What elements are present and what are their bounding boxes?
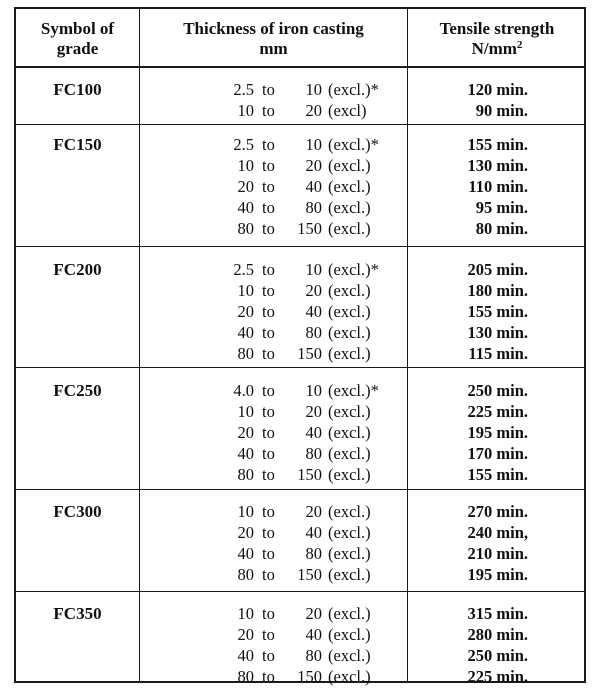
thickness-upto: 10 — [305, 260, 322, 279]
group-divider — [16, 367, 584, 368]
thickness-from: 10 — [237, 402, 254, 421]
thickness-excl-note: (excl.) — [328, 625, 371, 644]
thickness-to-connector: to — [262, 101, 275, 120]
tensile-strength-value: 195 min. — [467, 565, 528, 584]
thickness-excl-note: (excl.) — [328, 465, 371, 484]
tensile-strength-value: 205 min. — [467, 260, 528, 279]
thickness-range-list — [196, 603, 401, 687]
strength-row — [408, 603, 548, 624]
thickness-to-connector: to — [262, 667, 275, 686]
thickness-range-row — [196, 322, 401, 343]
column-divider-grade — [139, 9, 140, 681]
header-strength-unit-exp: 2 — [516, 39, 523, 51]
thickness-range-row — [196, 645, 401, 666]
grade-symbol: FC150 — [53, 135, 102, 154]
thickness-upto: 40 — [305, 177, 322, 196]
thickness-to-connector: to — [262, 444, 275, 463]
thickness-from: 10 — [237, 502, 254, 521]
thickness-range-row — [196, 666, 401, 687]
thickness-from: 2.5 — [233, 80, 254, 99]
thickness-from: 80 — [237, 465, 254, 484]
tensile-strength-value: 90 min. — [475, 101, 528, 120]
grade-symbol: FC300 — [53, 502, 102, 521]
thickness-range-row — [196, 624, 401, 645]
thickness-to-connector: to — [262, 544, 275, 563]
strength-row — [408, 197, 548, 218]
header-divider — [16, 66, 584, 68]
thickness-excl-note: (excl.)* — [328, 135, 379, 154]
thickness-range-row — [196, 501, 401, 522]
thickness-to-connector: to — [262, 565, 275, 584]
tensile-strength-value: 130 min. — [467, 156, 528, 175]
thickness-excl-note: (excl.)* — [328, 80, 379, 99]
tensile-strength-value: 155 min. — [467, 465, 528, 484]
thickness-range-list — [196, 380, 401, 485]
strength-list — [408, 134, 548, 239]
thickness-range-row — [196, 380, 401, 401]
group-divider — [16, 591, 584, 592]
thickness-from: 10 — [237, 101, 254, 120]
header-strength-unit-base: N/mm — [471, 39, 517, 58]
group-divider — [16, 489, 584, 490]
header-grade-line1: Symbol of — [40, 19, 115, 38]
tensile-strength-value: 110 min. — [468, 177, 528, 196]
thickness-from: 10 — [237, 604, 254, 623]
strength-row — [408, 322, 548, 343]
grade-symbol: FC100 — [53, 80, 102, 99]
thickness-upto: 40 — [305, 523, 322, 542]
thickness-upto: 20 — [305, 101, 322, 120]
thickness-excl-note: (excl.) — [328, 544, 371, 563]
thickness-excl-note: (excl.) — [328, 444, 371, 463]
strength-row — [408, 176, 548, 197]
thickness-excl-note: (excl.) — [328, 219, 371, 238]
thickness-from: 10 — [237, 281, 254, 300]
thickness-from: 2.5 — [233, 135, 254, 154]
thickness-to-connector: to — [262, 156, 275, 175]
thickness-excl-note: (excl.) — [328, 523, 371, 542]
strength-row — [408, 666, 548, 687]
strength-list — [408, 380, 548, 485]
thickness-from: 80 — [237, 219, 254, 238]
thickness-to-connector: to — [262, 625, 275, 644]
thickness-range-row — [196, 603, 401, 624]
strength-row — [408, 218, 548, 239]
strength-row — [408, 100, 548, 121]
thickness-from: 20 — [237, 625, 254, 644]
strength-row — [408, 564, 548, 585]
thickness-range-row — [196, 522, 401, 543]
thickness-upto: 80 — [305, 323, 322, 342]
tensile-strength-value: 240 min, — [467, 523, 528, 542]
thickness-range-list — [196, 134, 401, 239]
strength-row — [408, 280, 548, 301]
tensile-strength-value: 280 min. — [467, 625, 528, 644]
thickness-to-connector: to — [262, 523, 275, 542]
strength-row — [408, 464, 548, 485]
group-divider — [16, 246, 584, 247]
thickness-excl-note: (excl) — [328, 101, 367, 120]
thickness-excl-note: (excl.) — [328, 565, 371, 584]
thickness-from: 40 — [237, 198, 254, 217]
strength-list — [408, 79, 548, 121]
tensile-strength-value: 95 min. — [475, 198, 528, 217]
thickness-excl-note: (excl.) — [328, 502, 371, 521]
thickness-excl-note: (excl.) — [328, 198, 371, 217]
thickness-to-connector: to — [262, 80, 275, 99]
strength-row — [408, 645, 548, 666]
strength-row — [408, 522, 548, 543]
header-thickness-line1: Thickness of iron casting — [183, 19, 364, 38]
strength-row — [408, 501, 548, 522]
thickness-upto: 20 — [305, 281, 322, 300]
thickness-upto: 40 — [305, 625, 322, 644]
thickness-excl-note: (excl.) — [328, 667, 371, 686]
thickness-to-connector: to — [262, 402, 275, 421]
tensile-strength-value: 155 min. — [467, 135, 528, 154]
thickness-range-row — [196, 259, 401, 280]
tensile-strength-value: 210 min. — [467, 544, 528, 563]
thickness-range-row — [196, 155, 401, 176]
thickness-range-list — [196, 259, 401, 364]
strength-list — [408, 603, 548, 687]
thickness-upto: 150 — [297, 565, 322, 584]
grade-symbol: FC350 — [53, 604, 102, 623]
thickness-range-row — [196, 176, 401, 197]
thickness-excl-note: (excl.) — [328, 423, 371, 442]
strength-row — [408, 259, 548, 280]
tensile-strength-value: 130 min. — [467, 323, 528, 342]
thickness-to-connector: to — [262, 260, 275, 279]
thickness-range-list — [196, 79, 401, 121]
thickness-excl-note: (excl.) — [328, 344, 371, 363]
tensile-strength-value: 225 min. — [467, 402, 528, 421]
thickness-range-row — [196, 100, 401, 121]
header-grade-line2: grade — [56, 39, 99, 58]
thickness-upto: 40 — [305, 423, 322, 442]
thickness-from: 40 — [237, 323, 254, 342]
thickness-range-row — [196, 301, 401, 322]
thickness-range-row — [196, 543, 401, 564]
grade-symbol: FC250 — [53, 381, 102, 400]
thickness-from: 80 — [237, 565, 254, 584]
grade-symbol: FC200 — [53, 260, 102, 279]
strength-row — [408, 79, 548, 100]
thickness-to-connector: to — [262, 323, 275, 342]
thickness-to-connector: to — [262, 465, 275, 484]
thickness-upto: 150 — [297, 219, 322, 238]
thickness-upto: 20 — [305, 402, 322, 421]
group-divider — [16, 124, 584, 125]
tensile-strength-value: 315 min. — [467, 604, 528, 623]
thickness-upto: 80 — [305, 198, 322, 217]
header-strength-unit — [408, 39, 586, 59]
tensile-strength-value: 115 min. — [468, 344, 528, 363]
tensile-strength-value: 250 min. — [467, 646, 528, 665]
thickness-from: 20 — [237, 423, 254, 442]
strength-row — [408, 543, 548, 564]
thickness-from: 2.5 — [233, 260, 254, 279]
thickness-from: 80 — [237, 344, 254, 363]
thickness-range-row — [196, 197, 401, 218]
thickness-upto: 150 — [297, 465, 322, 484]
thickness-range-row — [196, 280, 401, 301]
thickness-from: 20 — [237, 177, 254, 196]
thickness-to-connector: to — [262, 423, 275, 442]
thickness-to-connector: to — [262, 502, 275, 521]
thickness-upto: 20 — [305, 156, 322, 175]
thickness-excl-note: (excl.) — [328, 646, 371, 665]
thickness-to-connector: to — [262, 302, 275, 321]
thickness-excl-note: (excl.) — [328, 402, 371, 421]
thickness-range-list — [196, 501, 401, 585]
thickness-to-connector: to — [262, 381, 275, 400]
strength-row — [408, 301, 548, 322]
strength-list — [408, 259, 548, 364]
thickness-range-row — [196, 564, 401, 585]
thickness-upto: 150 — [297, 344, 322, 363]
thickness-range-row — [196, 79, 401, 100]
thickness-excl-note: (excl.) — [328, 177, 371, 196]
strength-row — [408, 380, 548, 401]
thickness-upto: 20 — [305, 604, 322, 623]
tensile-strength-value: 195 min. — [467, 423, 528, 442]
strength-row — [408, 155, 548, 176]
thickness-range-row — [196, 134, 401, 155]
grade-strength-table — [14, 7, 586, 686]
thickness-range-row — [196, 218, 401, 239]
thickness-range-row — [196, 343, 401, 364]
thickness-upto: 80 — [305, 444, 322, 463]
tensile-strength-value: 180 min. — [467, 281, 528, 300]
thickness-excl-note: (excl.) — [328, 156, 371, 175]
thickness-to-connector: to — [262, 135, 275, 154]
thickness-from: 40 — [237, 444, 254, 463]
thickness-from: 10 — [237, 156, 254, 175]
thickness-excl-note: (excl.) — [328, 323, 371, 342]
tensile-strength-value: 120 min. — [467, 80, 528, 99]
thickness-from: 40 — [237, 544, 254, 563]
thickness-from: 40 — [237, 646, 254, 665]
thickness-excl-note: (excl.) — [328, 281, 371, 300]
tensile-strength-value: 225 min. — [467, 667, 528, 686]
thickness-upto: 10 — [305, 80, 322, 99]
thickness-upto: 40 — [305, 302, 322, 321]
thickness-upto: 80 — [305, 646, 322, 665]
thickness-upto: 80 — [305, 544, 322, 563]
thickness-to-connector: to — [262, 646, 275, 665]
strength-row — [408, 343, 548, 364]
thickness-from: 20 — [237, 302, 254, 321]
tensile-strength-value: 155 min. — [467, 302, 528, 321]
thickness-to-connector: to — [262, 219, 275, 238]
tensile-strength-value: 270 min. — [467, 502, 528, 521]
thickness-from: 20 — [237, 523, 254, 542]
thickness-upto: 10 — [305, 135, 322, 154]
tensile-strength-value: 170 min. — [467, 444, 528, 463]
thickness-range-row — [196, 401, 401, 422]
thickness-range-row — [196, 464, 401, 485]
header-thickness-line2: mm — [259, 39, 288, 58]
strength-row — [408, 422, 548, 443]
header-strength — [408, 19, 586, 59]
thickness-to-connector: to — [262, 344, 275, 363]
strength-row — [408, 134, 548, 155]
thickness-to-connector: to — [262, 198, 275, 217]
thickness-upto: 20 — [305, 502, 322, 521]
thickness-range-row — [196, 443, 401, 464]
header-thickness — [140, 19, 407, 59]
thickness-to-connector: to — [262, 604, 275, 623]
header-grade — [16, 19, 139, 59]
thickness-to-connector: to — [262, 177, 275, 196]
tensile-strength-value: 80 min. — [475, 219, 528, 238]
thickness-range-row — [196, 422, 401, 443]
strength-row — [408, 401, 548, 422]
strength-row — [408, 624, 548, 645]
thickness-from: 4.0 — [233, 381, 254, 400]
strength-row — [408, 443, 548, 464]
thickness-excl-note: (excl.)* — [328, 260, 379, 279]
thickness-excl-note: (excl.) — [328, 302, 371, 321]
thickness-upto: 150 — [297, 667, 322, 686]
thickness-to-connector: to — [262, 281, 275, 300]
thickness-from: 80 — [237, 667, 254, 686]
thickness-excl-note: (excl.)* — [328, 381, 379, 400]
tensile-strength-value: 250 min. — [467, 381, 528, 400]
thickness-upto: 10 — [305, 381, 322, 400]
strength-list — [408, 501, 548, 585]
header-strength-line1: Tensile strength — [439, 19, 555, 38]
thickness-excl-note: (excl.) — [328, 604, 371, 623]
